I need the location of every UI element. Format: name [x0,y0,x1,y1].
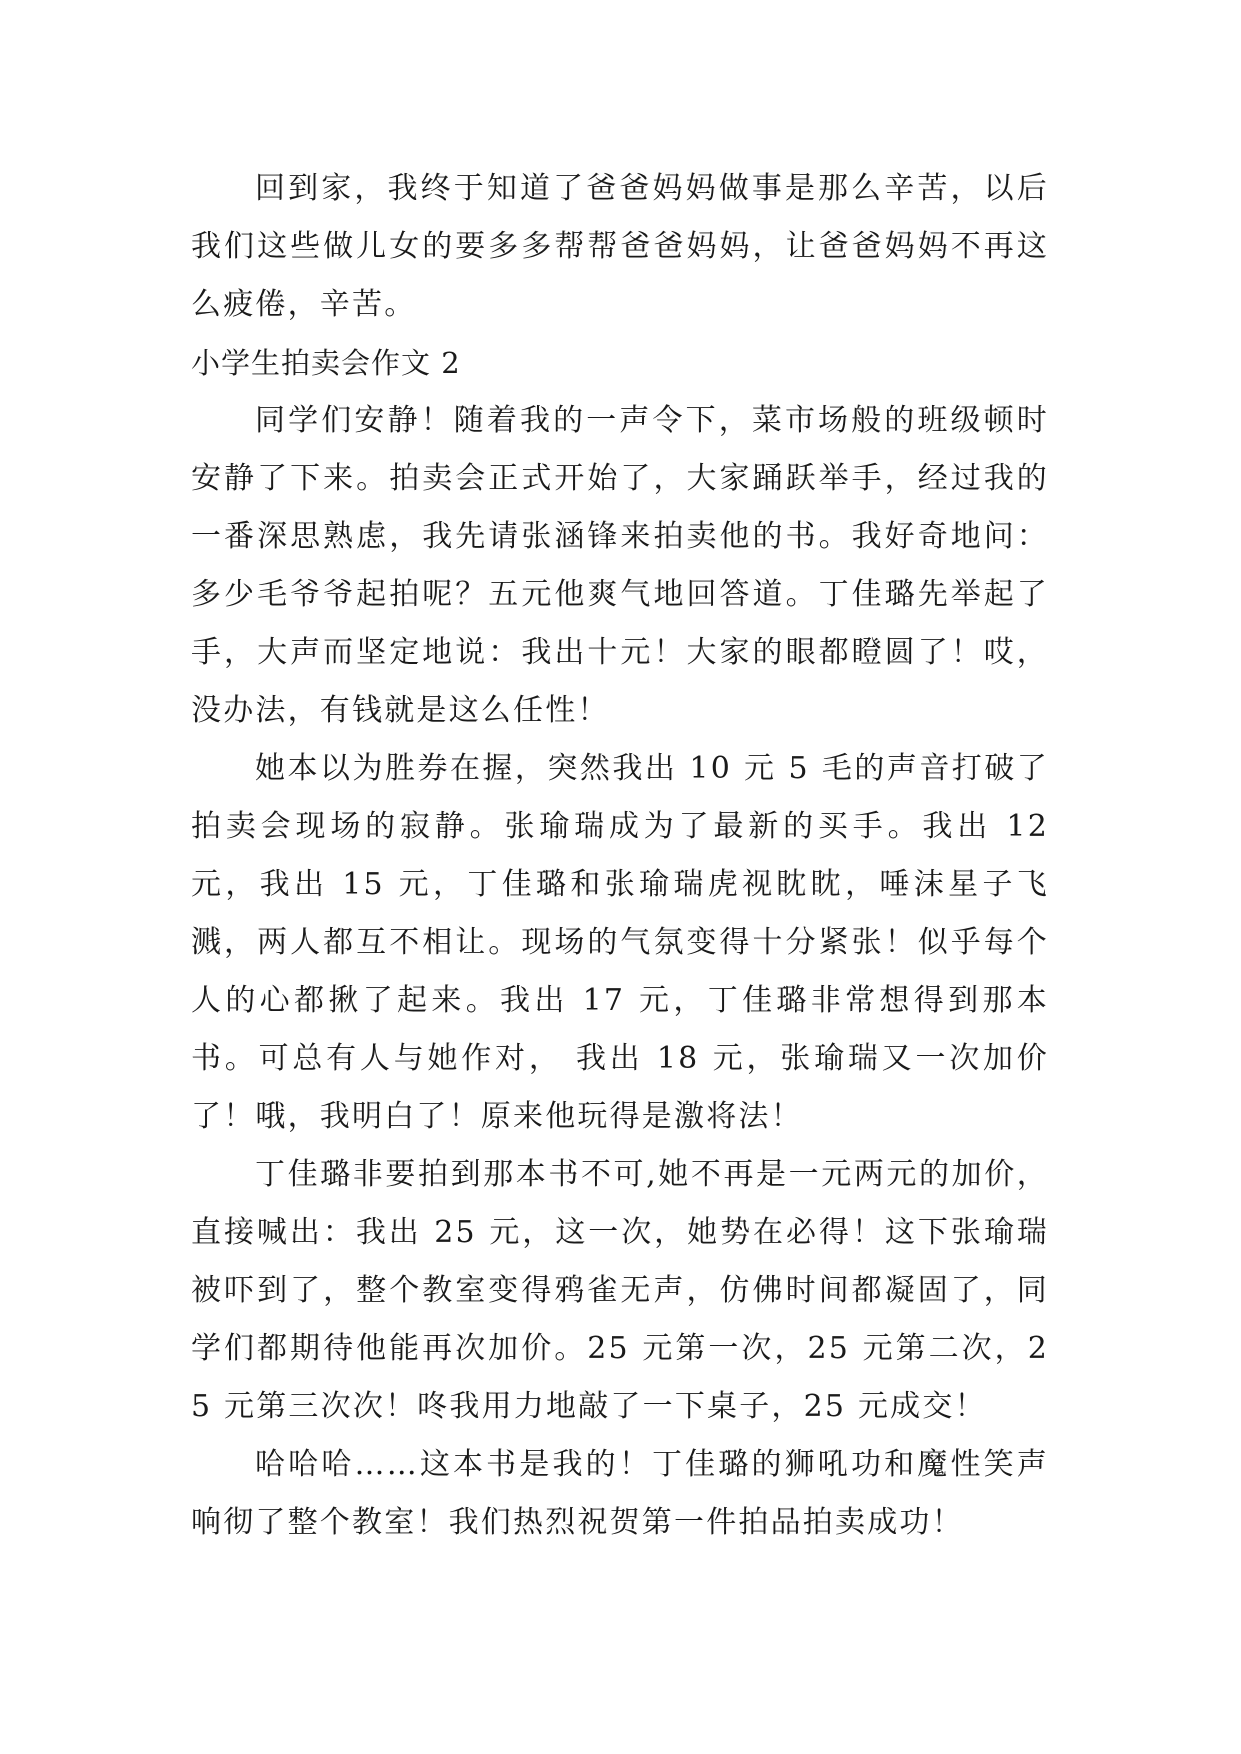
paragraph-bidding: 她本以为胜券在握，突然我出 10 元 5 毛的声音打破了拍卖会现场的寂静。张瑜瑞成为了最新的买手。我出 12 元，我出 15 元，丁佳璐和张瑜瑞虎视眈眈，唾沫星子飞溅，两人都互不相让。现场的气氛变得十分紧张！似乎每个人的心都揪了起来。我出 17 元，丁佳璐非常想得到那本书。可总有人与她作对， 我出 18 元，张瑜瑞又一次加价了！哦，我明白了！原来他玩得是激将法！ [191,751,1049,1134]
section-title: 小学生拍卖会作文 2 [191,346,461,380]
document-page [191,160,1049,1552]
paragraph-auction-start: 同学们安静！随着我的一声令下，菜市场般的班级顿时安静了下来。拍卖会正式开始了，大家踊跃举手，经过我的一番深思熟虑，我先请张涵锋来拍卖他的书。我好奇地问：多少毛爷爷起拍呢？五元他爽气地回答道。丁佳璐先举起了手，大声而坚定地说：我出十元！大家的眼都瞪圆了！哎，没办法，有钱就是这么任性！ [191,403,1049,728]
paragraph-celebration: 哈哈哈……这本书是我的！丁佳璐的狮吼功和魔性笑声响彻了整个教室！我们热烈祝贺第一件拍品拍卖成功！ [191,1447,1049,1540]
paragraph-final-bid: 丁佳璐非要拍到那本书不可,她不再是一元两元的加价，直接喊出：我出 25 元，这一次，她势在必得！这下张瑜瑞被吓到了，整个教室变得鸦雀无声，仿佛时间都凝固了，同学们都期待他能再次加价。25 元第一次，25 元第二次，25 元第三次次！咚我用力地敲了一下桌子，25 元成交！ [191,1157,1049,1424]
paragraph-intro-ending: 回到家，我终于知道了爸爸妈妈做事是那么辛苦，以后我们这些做儿女的要多多帮帮爸爸妈妈，让爸爸妈妈不再这么疲倦，辛苦。 [191,171,1049,322]
